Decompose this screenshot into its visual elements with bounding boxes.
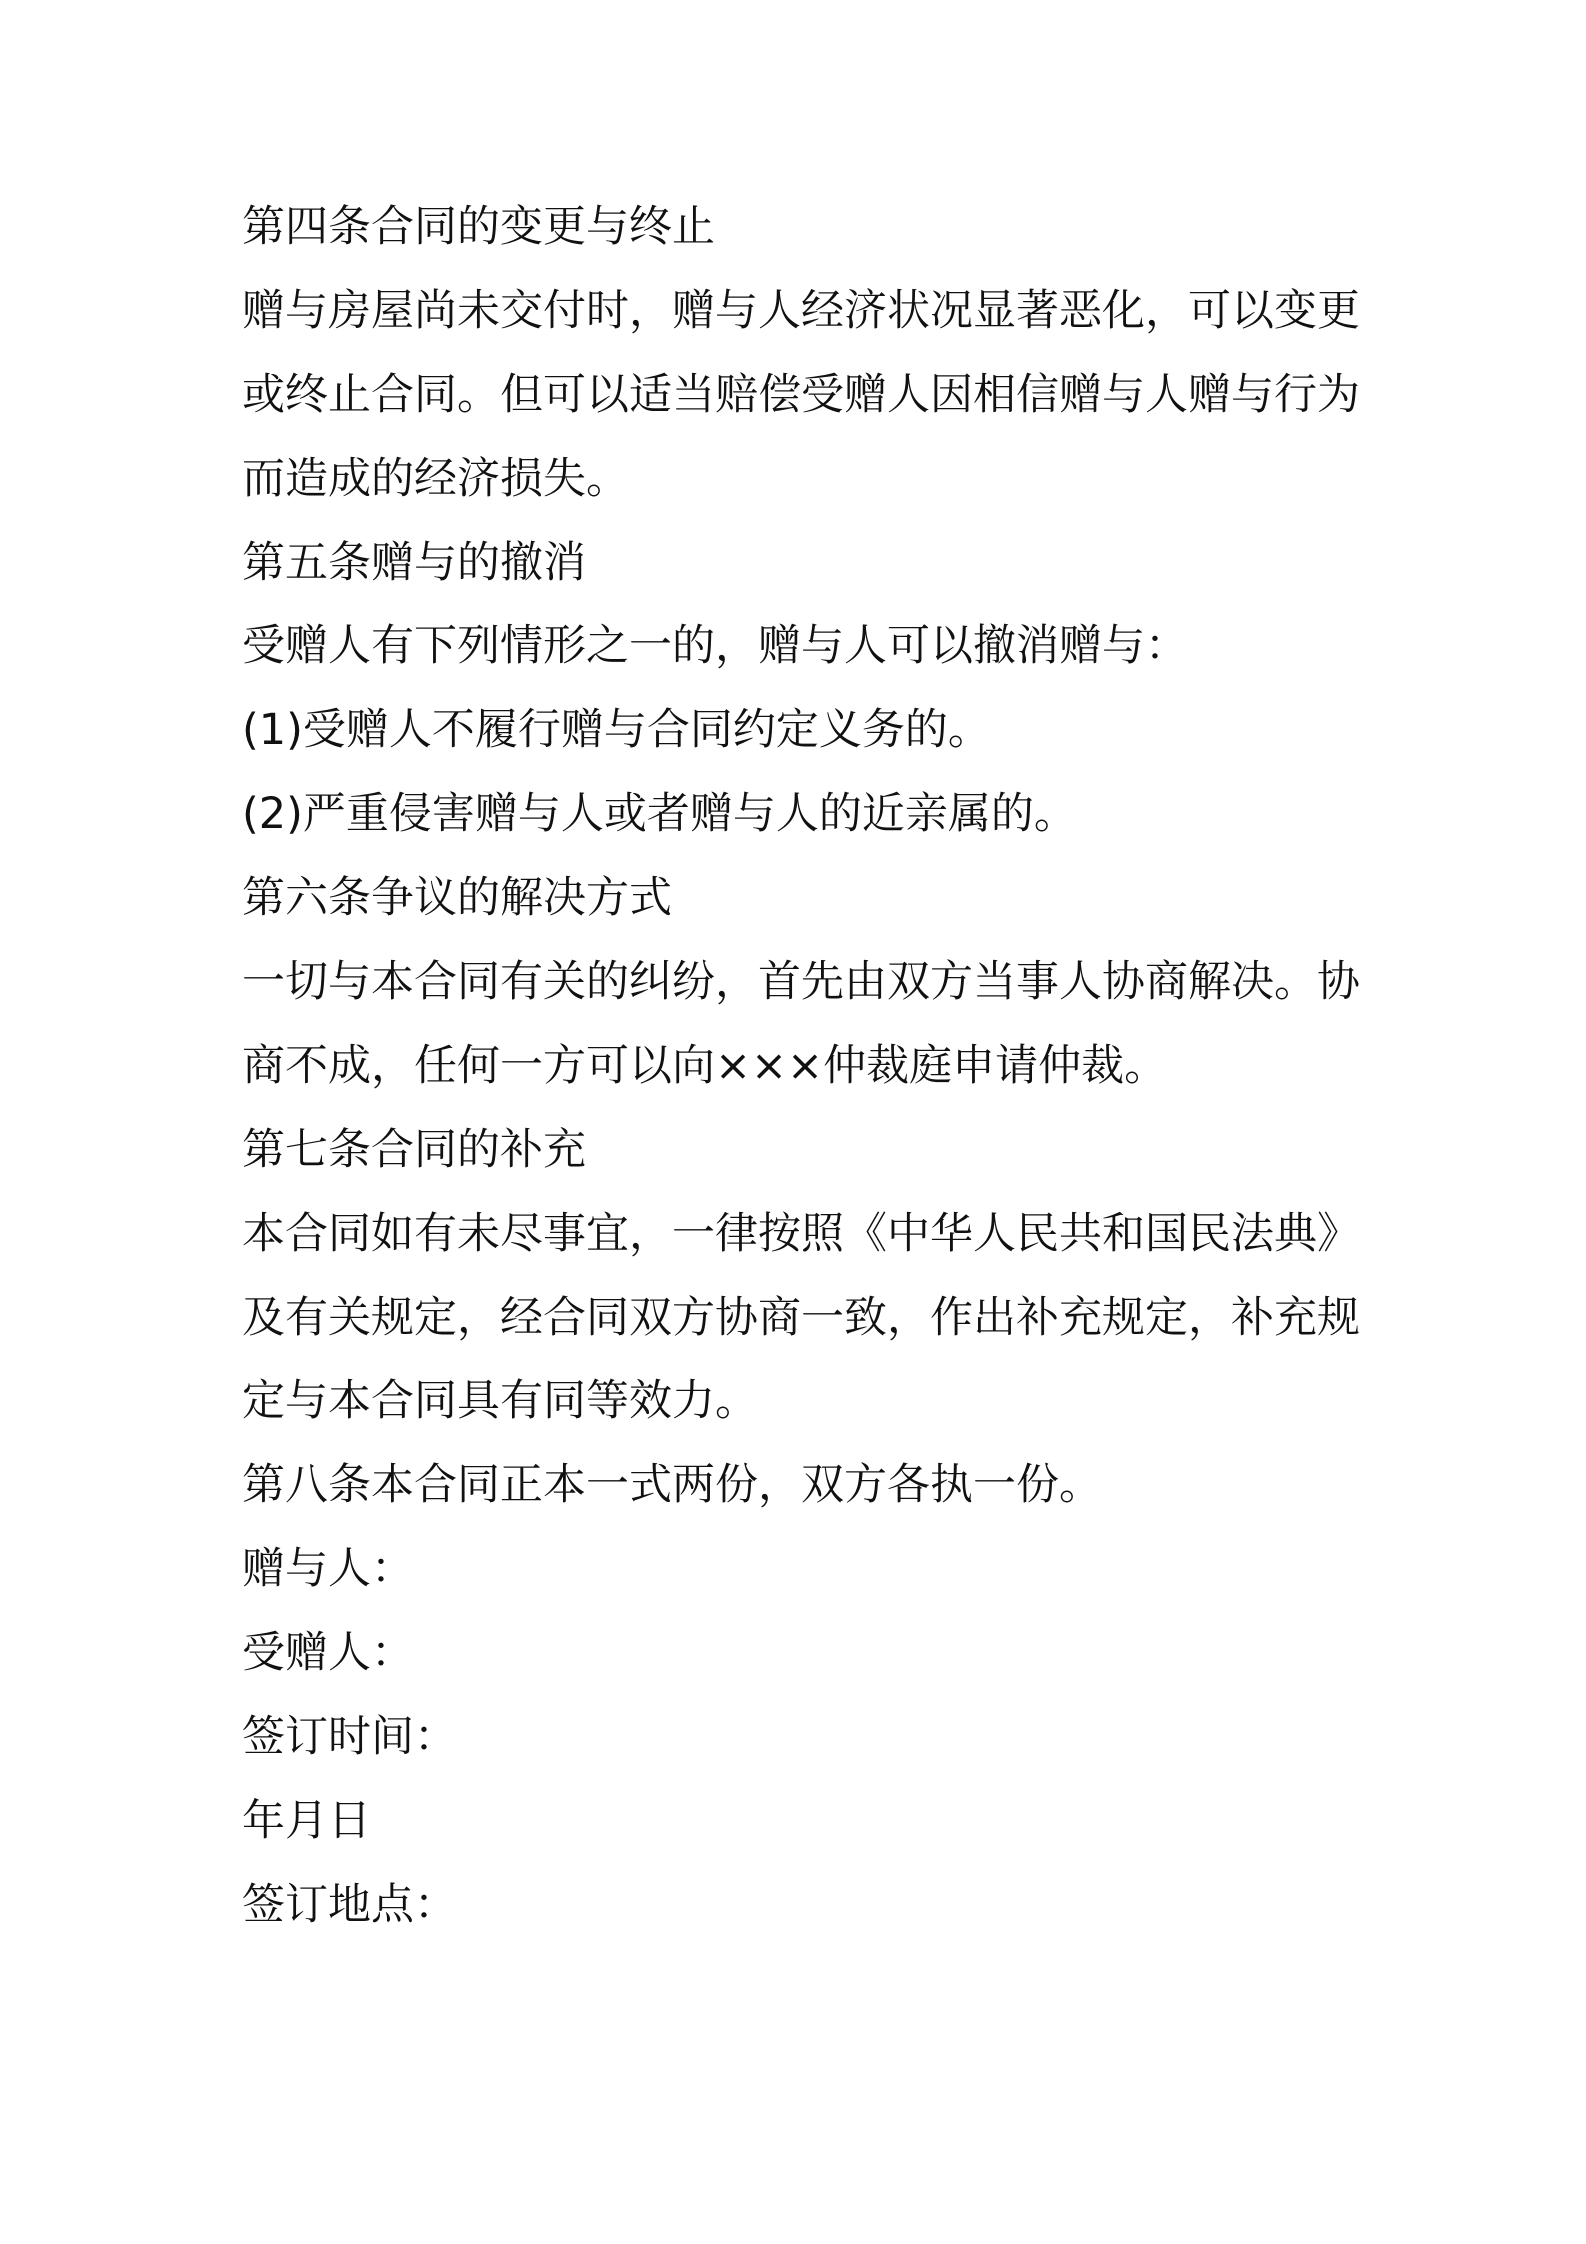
- donee-label: 受赠人：: [242, 1628, 414, 1679]
- article-7-body-line: 定与本合同具有同等效力。: [242, 1376, 758, 1427]
- contract-text: [242, 186, 1372, 1948]
- article-4-body-line: 或终止合同。但可以适当赔偿受赠人因相信赠与人赠与行为: [242, 369, 1360, 420]
- article-5-item-1: (1)受赠人不履行赠与合同约定义务的。: [242, 705, 991, 756]
- article-4-heading: 第四条合同的变更与终止: [242, 202, 715, 252]
- signing-place-label: 签订地点：: [242, 1879, 457, 1930]
- article-6-heading: 第六条争议的解决方式: [242, 873, 672, 924]
- article-4-body-line: 赠与房屋尚未交付时，赠与人经济状况显著恶化，可以变更: [242, 285, 1360, 336]
- article-5-item-2: (2)严重侵害赠与人或者赠与人的近亲属的。: [242, 789, 1077, 840]
- article-5-body-line: 受赠人有下列情形之一的，赠与人可以撤消赠与：: [242, 621, 1188, 672]
- signing-date-label: 签订时间：: [242, 1712, 457, 1763]
- signing-date-value: 年月日: [242, 1795, 371, 1846]
- article-4-body-line: 而造成的经济损失。: [242, 453, 629, 504]
- article-8-heading: 第八条本合同正本一式两份，双方各执一份。: [242, 1460, 1102, 1511]
- donor-label: 赠与人：: [242, 1544, 414, 1595]
- article-5-heading: 第五条赠与的撤消: [242, 537, 586, 588]
- article-7-heading: 第七条合同的补充: [242, 1124, 586, 1175]
- article-6-body-line: 商不成，任何一方可以向×××仲裁庭申请仲裁。: [242, 1040, 1168, 1091]
- article-6-body-line: 一切与本合同有关的纠纷，首先由双方当事人协商解决。协: [242, 957, 1360, 1008]
- article-7-body-line: 本合同如有未尽事宜，一律按照《中华人民共和国民法典》: [242, 1208, 1360, 1259]
- article-7-body-line: 及有关规定，经合同双方协商一致，作出补充规定，补充规: [242, 1292, 1360, 1343]
